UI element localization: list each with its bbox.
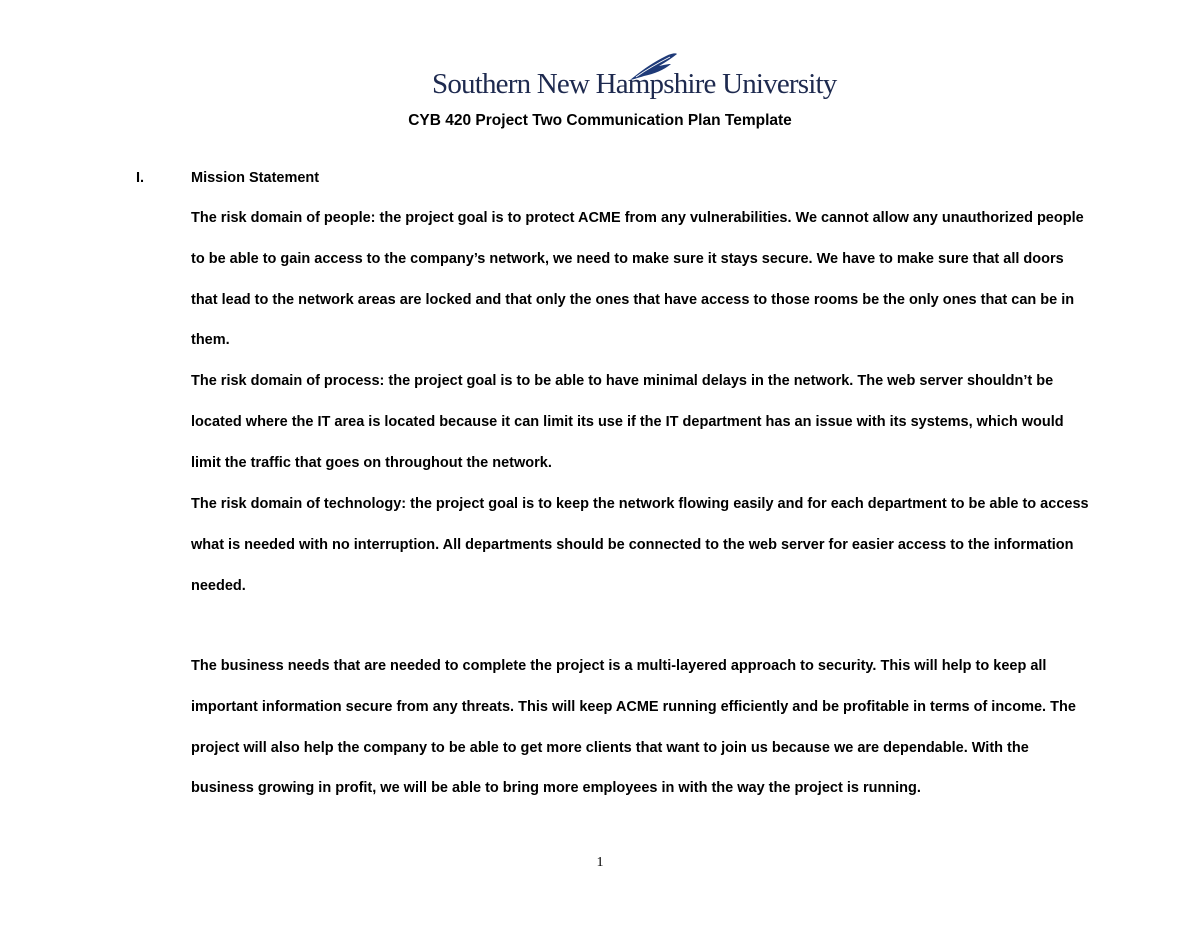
paragraph-line: what is needed with no interruption. All departments should be connected to the web server for easier access to the information [191, 536, 1074, 553]
paragraph-people-risk-domain [191, 198, 1101, 361]
section-number: I. [136, 170, 145, 186]
paragraph-process-risk-domain [191, 361, 1101, 483]
paragraph-line: The risk domain of people: the project goal is to protect ACME from any vulnerabilities. We cannot allow any unauthorized people [191, 210, 1084, 226]
paragraph-line: to be able to gain access to the company’s network, we need to make sure it stays secure. We have to make sure that all doors [191, 250, 1064, 267]
paragraph-business-needs [191, 646, 1101, 809]
paragraph-line: The risk domain of process: the project goal is to be able to have minimal delays in the network. The web server shouldn’t be [191, 373, 1054, 389]
paragraph-line: project will also help the company to be able to get more clients that want to join us because we are dependable. With the [191, 739, 1029, 756]
page-number: 1 [596, 855, 604, 870]
paragraph-line: needed. [191, 577, 246, 594]
logo-text: Southern New Hampshire University [432, 68, 837, 100]
paragraph-line: The risk domain of technology: the project goal is to keep the network flowing easily and for each department to be able to access [191, 496, 1089, 512]
paragraph-line: that lead to the network areas are locked and that only the ones that have access to those rooms be the only ones that can be in [191, 291, 1075, 308]
paragraph-line: located where the IT area is located because it can limit its use if the IT department has an issue with its systems, which would [191, 413, 1064, 430]
section-heading: Mission Statement [191, 170, 320, 186]
document-title: CYB 420 Project Two Communication Plan Template [408, 112, 792, 129]
university-logo [432, 52, 837, 104]
paragraph-technology-risk-domain [191, 484, 1101, 606]
paragraph-line: important information secure from any threats. This will keep ACME running efficiently and be profitable in terms of income. The [191, 698, 1076, 715]
paragraph-line: The business needs that are needed to complete the project is a multi-layered approach to security. This will help to keep all [191, 658, 1047, 674]
paragraph-line: business growing in profit, we will be able to bring more employees in with the way the project is running. [191, 780, 921, 797]
paragraph-line: them. [191, 332, 230, 349]
paragraph-line: limit the traffic that goes on throughout the network. [191, 454, 552, 471]
